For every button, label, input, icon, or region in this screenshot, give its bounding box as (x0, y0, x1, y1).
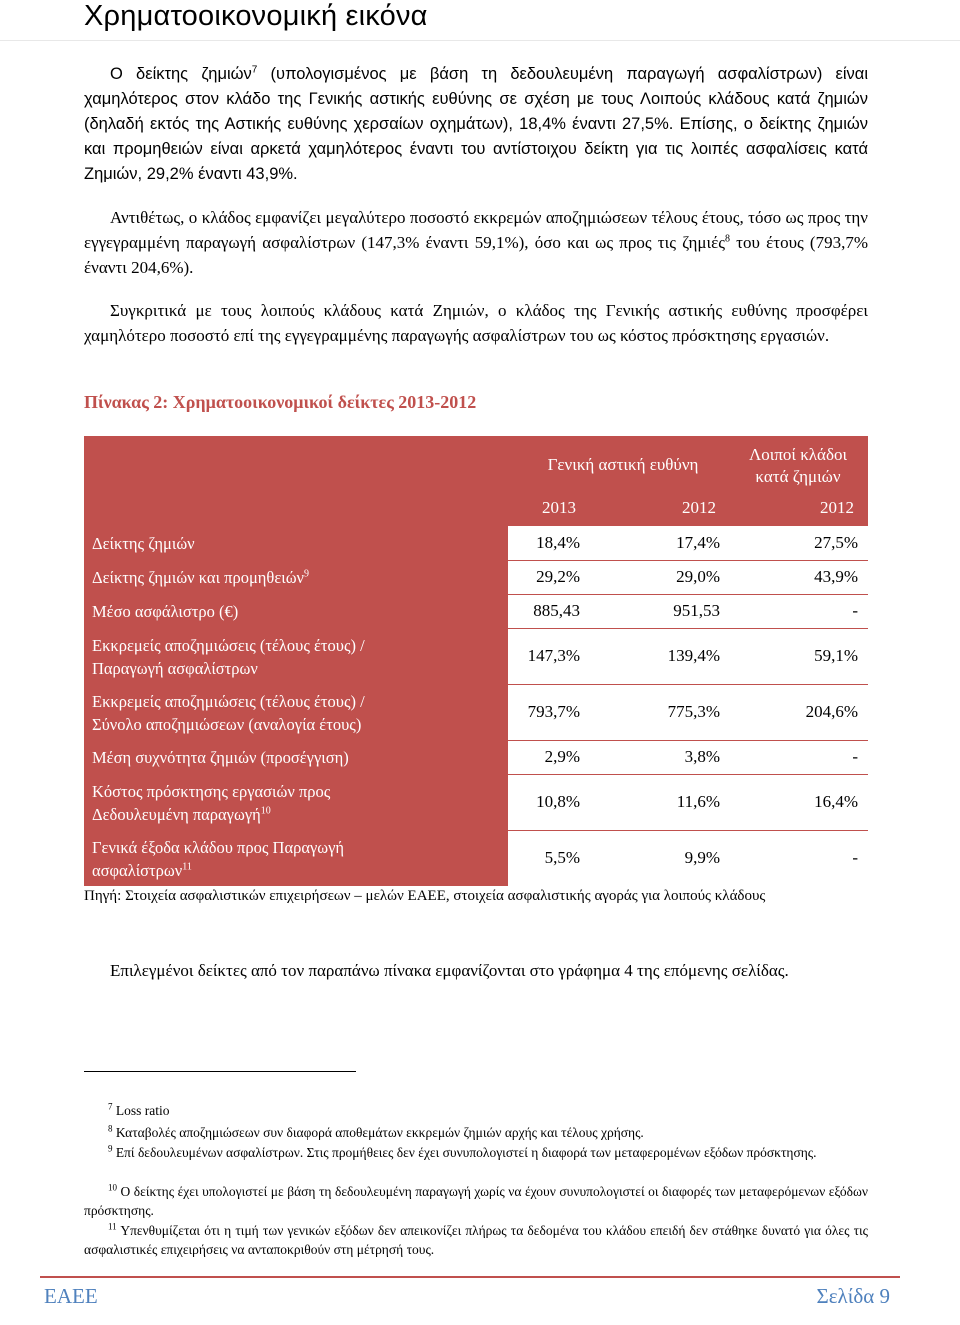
table-cell: 775,3% (667, 702, 720, 721)
row-label-general-expenses (92, 836, 502, 882)
row-label-line: Σύνολο αποζημιώσεων (αναλογία έτους) (92, 715, 362, 734)
table-cell: 147,3% (527, 646, 580, 665)
footnote-number: 9 (108, 1143, 113, 1154)
footnote-ref: 10 (260, 805, 271, 817)
table-cell: 16,4% (814, 792, 858, 811)
row-label-line: Κόστος πρόσκτησης εργασιών προς (92, 782, 331, 801)
financial-ratios-table (84, 436, 868, 886)
row-label-line: Γενικά έξοδα κλάδου προς Παραγωγή (92, 838, 345, 857)
paragraph-text: Συγκριτικά με τους λοιπούς κλάδους κατά Ζημιών, ο κλάδος της Γενικής αστικής ευθύνης προσφέρει χαμηλότερο ποσοστό επί της εγγεγραμμένης παραγωγής ασφαλίστρων του ως κόστος πρόσκτησης εργασιών. (84, 301, 868, 345)
table-cell: 951,53 (673, 601, 720, 620)
row-label-line: Παραγωγή ασφαλίστρων (92, 659, 258, 678)
footnote-number: 7 (108, 1101, 113, 1112)
row-label-text: Δείκτης ζημιών (92, 534, 195, 553)
year-header: 2013 (542, 498, 576, 517)
table-cell: 29,2% (536, 567, 580, 586)
table-cell: 885,43 (533, 601, 580, 620)
footnote-ref: 11 (182, 861, 192, 873)
footnote-number: 11 (108, 1221, 117, 1232)
paragraph-outstanding-claims (84, 205, 868, 280)
footnote-text: Επί δεδουλευμένων ασφαλίστρων. Στις προμήθειες δεν έχει συνυπολογιστεί η διαφορά των μεταφερομένων εξόδων πρόσκτησης. (112, 1145, 817, 1160)
footnote-number: 10 (108, 1182, 117, 1193)
row-label-line (92, 803, 502, 826)
table-cell: 43,9% (814, 567, 858, 586)
paragraph-acquisition-cost (84, 298, 868, 348)
table-cell: 59,1% (814, 646, 858, 665)
row-label-line: Εκκρεμείς αποζημιώσεις (τέλους έτους) / (92, 636, 365, 655)
row-label-text: Δεδουλευμένη παραγωγή (92, 805, 261, 824)
table-cell: 2,9% (544, 747, 580, 766)
header-line: κατά ζημιών (755, 467, 841, 486)
page-header-title: Χρηματοοικονομική εικόνα (84, 0, 428, 32)
table-cell: 5,5% (544, 848, 580, 867)
footnote (84, 1182, 868, 1220)
year-header: 2012 (682, 498, 716, 517)
header-divider (0, 40, 960, 41)
table-cell: 17,4% (676, 533, 720, 552)
row-label-combined-ratio (92, 566, 502, 589)
row-label-line (92, 859, 502, 882)
table-cell: 10,8% (536, 792, 580, 811)
row-label-text: Μέση συχνότητα ζημιών (προσέγγιση) (92, 748, 349, 767)
column-header-other-branches (728, 444, 868, 488)
table-caption: Πίνακας 2: Χρηματοοικονομικοί δείκτες 2013-2012 (84, 392, 477, 412)
row-divider (508, 740, 868, 741)
row-divider (508, 560, 868, 561)
row-label-claim-frequency (92, 746, 502, 769)
paragraph-text: (υπολογισμένος με βάση τη δεδουλευμένη παραγωγή ασφαλίστρων) είναι χαμηλότερος στον κλάδο της Γενικής αστικής ευθύνης σε σχέση με τους Λοιπούς κλάδους κατά ζημιών (δηλαδή εκτός της Αστικής ευθύνης χερσαίων οχημάτων), 18,4% έναντι 27,5%. Επίσης, ο δείκτης ζημιών και προμηθειών είναι αρκετά χαμηλότερος έναντι του αντίστοιχου δείκτη για τις λοιπές ασφαλίσεις κατά Ζημιών, 29,2% έναντι 43,9%. (84, 65, 868, 183)
table-cell: - (852, 747, 858, 766)
row-divider (508, 628, 868, 629)
footnote-text: Καταβολές αποζημιώσεων συν διαφορά αποθεμάτων εκκρεμών ζημιών αρχής και τέλους χρήσης. (112, 1125, 644, 1140)
paragraph-loss-ratio (84, 62, 868, 187)
row-label-average-premium (92, 600, 502, 623)
row-label-line: Εκκρεμείς αποζημιώσεις (τέλους έτους) / (92, 692, 365, 711)
year-header: 2012 (820, 498, 854, 517)
row-label-text: Δείκτης ζημιών και προμηθειών (92, 568, 305, 587)
table-cell: 27,5% (814, 533, 858, 552)
footnote (84, 1123, 868, 1142)
table-cell: - (852, 601, 858, 620)
table-cell: 18,4% (536, 533, 580, 552)
table-source-note: Πηγή: Στοιχεία ασφαλιστικών επιχειρήσεων – μελών ΕΑΕΕ, στοιχεία ασφαλιστικής αγοράς για λοιπούς κλάδους (84, 888, 766, 904)
table-cell: 793,7% (527, 702, 580, 721)
table-cell: 29,0% (676, 567, 720, 586)
column-header-general-liability: Γενική αστική ευθύνη (547, 455, 699, 474)
footer-organization: ΕΑΕΕ (44, 1284, 98, 1308)
table-cell: 139,4% (667, 646, 720, 665)
row-divider (508, 684, 868, 685)
row-label-outstanding-to-premium (92, 634, 502, 680)
table-cell: 9,9% (684, 848, 720, 867)
footnote-ref: 7 (251, 64, 258, 76)
footnote (84, 1101, 868, 1120)
footnote-text: Υπενθυμίζεται ότι η τιμή των γενικών εξόδων δεν απεικονίζει πλήρως τα δεδομένα του κλάδου επειδή δεν στάθηκε δυνατό για όλες τις ασφαλιστικές επιχειρήσεις να ανταποκριθούν στη μέτρησή τους. (84, 1223, 868, 1257)
footnote-text: Loss ratio (112, 1103, 170, 1118)
footer-divider (40, 1276, 900, 1278)
footer-page-number: Σελίδα 9 (816, 1284, 890, 1308)
paragraph-chart-reference (84, 958, 868, 983)
paragraph-text: του έτους (793,7% έναντι 204,6%). (84, 233, 868, 277)
row-divider (508, 830, 868, 831)
paragraph-text: Αντιθέτως, ο κλάδος εμφανίζει μεγαλύτερο ποσοστό εκκρεμών αποζημιώσεων τέλους έτους, τόσο ως προς την εγγεγραμμένη παραγωγή ασφαλίστρων (147,3% έναντι 59,1%), όσο και ως προς τις ζημιές (84, 208, 868, 252)
footnote-text: Ο δείκτης έχει υπολογιστεί με βάση τη δεδουλευμένη παραγωγή χωρίς να έχουν συνυπολογιστεί οι διαφορές των μεταφερόμενων εξόδων πρόσκτησης. (84, 1184, 868, 1218)
table-cell: - (852, 848, 858, 867)
row-divider (508, 774, 868, 775)
row-label-outstanding-to-claims (92, 690, 502, 736)
footnote (84, 1143, 868, 1162)
footnote-ref: 9 (304, 568, 310, 580)
footnote (84, 1221, 868, 1259)
row-divider (508, 594, 868, 595)
row-label-text: ασφαλίστρων (92, 861, 183, 880)
footnote-number: 8 (108, 1123, 113, 1134)
row-label-acquisition-cost (92, 780, 502, 826)
paragraph-text: Επιλεγμένοι δείκτες από τον παραπάνω πίνακα εμφανίζονται στο γράφημα 4 της επόμενης σελίδας. (110, 961, 789, 980)
row-label-text: Μέσο ασφάλιστρο (€) (92, 602, 239, 621)
table-cell: 11,6% (676, 792, 720, 811)
row-label-loss-ratio (92, 532, 502, 555)
footnote-separator (84, 1071, 356, 1072)
header-line: Λοιποί κλάδοι (748, 445, 848, 464)
footnote-ref: 8 (724, 233, 730, 245)
table-cell: 204,6% (805, 702, 858, 721)
table-cell: 3,8% (684, 747, 720, 766)
paragraph-text: Ο δείκτης ζημιών (110, 65, 252, 83)
